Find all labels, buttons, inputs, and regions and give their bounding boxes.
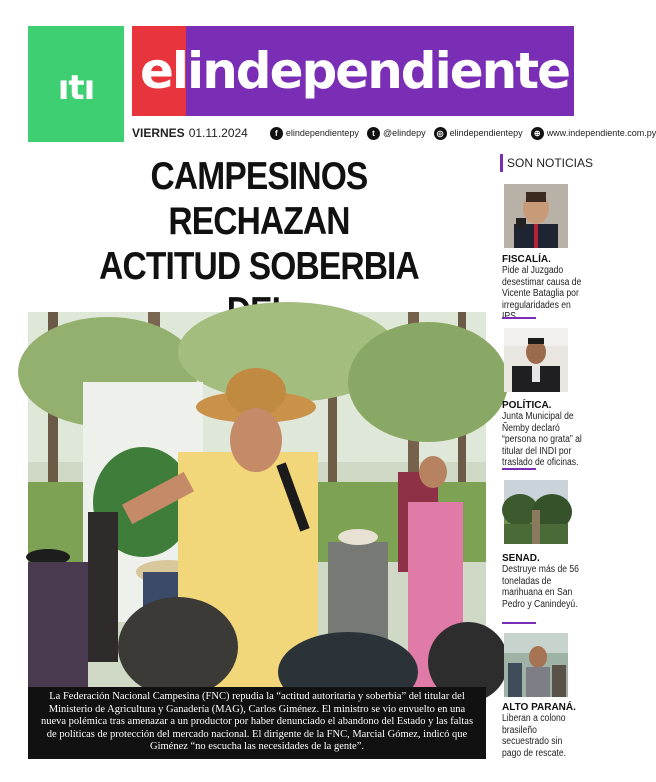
social-facebook[interactable] <box>270 127 359 140</box>
headline-line-1: CAMPESINOS RECHAZAN <box>150 155 368 243</box>
social-web-label: www.independiente.com.py <box>546 128 656 138</box>
dateline-row <box>132 124 656 142</box>
social-instagram-label: elindependientepy <box>449 128 523 138</box>
dateline-day: VIERNES <box>132 126 185 140</box>
news-2-category[interactable]: POLÍTICA. <box>502 400 552 411</box>
news-4-photo-illustration <box>504 633 568 697</box>
news-3-photo-illustration <box>504 480 568 544</box>
brand-banner <box>132 26 574 116</box>
news-1-category[interactable]: FISCALÍA. <box>502 254 551 265</box>
sidebar-heading: SON NOTICIAS <box>500 154 593 172</box>
news-1-photo[interactable] <box>504 184 568 248</box>
news-1-body[interactable]: Pide al Juzgado desestimar causa de Vicente Bataglia por irregularidades en <box>502 265 582 311</box>
news-4-photo[interactable] <box>504 633 568 697</box>
news-2-photo[interactable] <box>504 328 568 392</box>
news-2-photo-illustration <box>504 328 568 392</box>
twitter-icon: t <box>367 127 380 140</box>
facebook-icon: f <box>270 127 283 140</box>
news-4-category[interactable]: ALTO PARANÁ. <box>502 702 576 713</box>
sidebar-divider <box>502 622 536 624</box>
itti-logo-text: ıtı <box>57 68 95 108</box>
headline-line-2: ACTITUD SOBERBIA <box>99 245 419 288</box>
sidebar-divider <box>502 317 536 319</box>
dateline-date: 01.11.2024 <box>188 126 248 140</box>
social-twitter-label: @elindepy <box>382 128 426 138</box>
instagram-icon: ◎ <box>434 127 447 140</box>
sidebar-divider <box>502 468 536 470</box>
news-2-body[interactable]: Junta Municipal de Ñemby declaró “persona no grata” al titular del INDI por traslado de oficinas. <box>502 411 582 468</box>
web-icon: ⊕ <box>531 127 544 140</box>
social-web[interactable] <box>531 127 656 140</box>
news-4-body[interactable]: Liberan a colono brasileño secuestrado sin pago de rescate. <box>502 713 567 759</box>
brand-name: elindependiente <box>140 42 570 100</box>
itti-logo <box>28 26 124 142</box>
news-1-photo-illustration <box>504 184 568 248</box>
photo-caption: La Federación Nacional Campesina (FNC) repudia la “actitud autoritaria y soberbia” del titular del Ministerio de Agricultura y Ganadería (MAG), Carlos Giménez. El ministro se vio envuelto en una nueva polémica tras amenazar a un productor por haber denunciado el abandono del Estado y las faltas de políticas de protección del mercado nacional. El dirigente de la FNC, Marcial Gómez, indicó que Giménez “no escucha las necesidades de la gente”. <box>28 687 486 759</box>
social-facebook-label: elindependientepy <box>285 128 359 138</box>
news-3-photo[interactable] <box>504 480 568 544</box>
main-photo <box>28 312 486 687</box>
news-3-body[interactable]: Destruye más de 56 toneladas de marihuana en San Pedro y Canindeyú. <box>502 564 579 610</box>
social-instagram[interactable] <box>434 127 523 140</box>
social-twitter[interactable] <box>367 127 426 140</box>
news-3-category[interactable]: SENAD. <box>502 553 540 564</box>
main-photo-illustration <box>28 312 486 687</box>
